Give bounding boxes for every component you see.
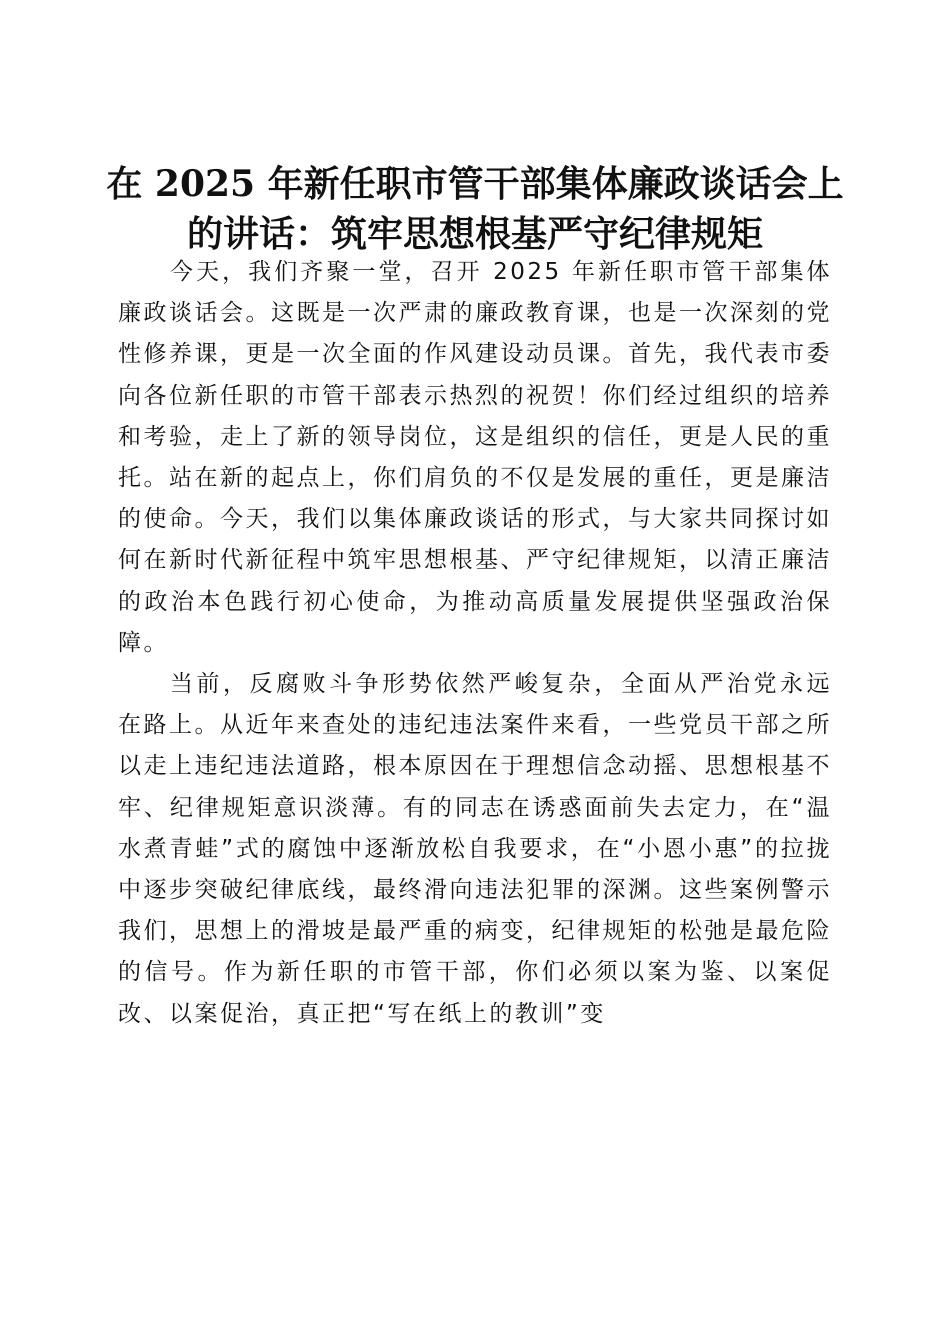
title-line-2: 的讲话：筑牢思想根基严守纪律规矩 <box>186 213 763 256</box>
title-line-1: 在 2025 年新任职市管干部集体廉政谈话会上 <box>106 163 844 206</box>
document-title <box>100 159 850 259</box>
paragraph-1: 今天，我们齐聚一堂，召开 2025 年新任职市管干部集体廉政谈话会。这既是一次严肃的廉政教育课，也是一次深刻的党性修养课，更是一次全面的作风建设动员课。首先，我代表市委向各位新任职的市管干部表示热烈的祝贺！你们经过组织的培养和考验，走上了新的领导岗位，这是组织的信任，更是人民的重托。站在新的起点上，你们肩负的不仅是发展的重任，更是廉洁的使命。今天，我们以集体廉政谈话的形式，与大家共同探讨如何在新时代新征程中筑牢思想根基、严守纪律规矩，以清正廉洁的政治本色践行初心使命，为推动高质量发展提供坚强政治保障。 <box>118 259 832 656</box>
document-body <box>118 252 832 1035</box>
paragraph-2: 当前，反腐败斗争形势依然严峻复杂，全面从严治党永远在路上。从近年来查处的违纪违法案件来看，一些党员干部之所以走上违纪违法道路，根本原因在于理想信念动摇、思想根基不牢、纪律规矩意识淡薄。有的同志在诱惑面前失去定力，在“温水煮青蛙”式的腐蚀中逐渐放松自我要求，在“小恩小惠”的拉拢中逐步突破纪律底线，最终滑向违法犯罪的深渊。这些案例警示我们，思想上的滑坡是最严重的病变，纪律规矩的松弛是最危险的信号。作为新任职的市管干部，你们必须以案为鉴、以案促改、以案促治，真正把“写在纸上的教训”变 <box>118 671 832 1027</box>
